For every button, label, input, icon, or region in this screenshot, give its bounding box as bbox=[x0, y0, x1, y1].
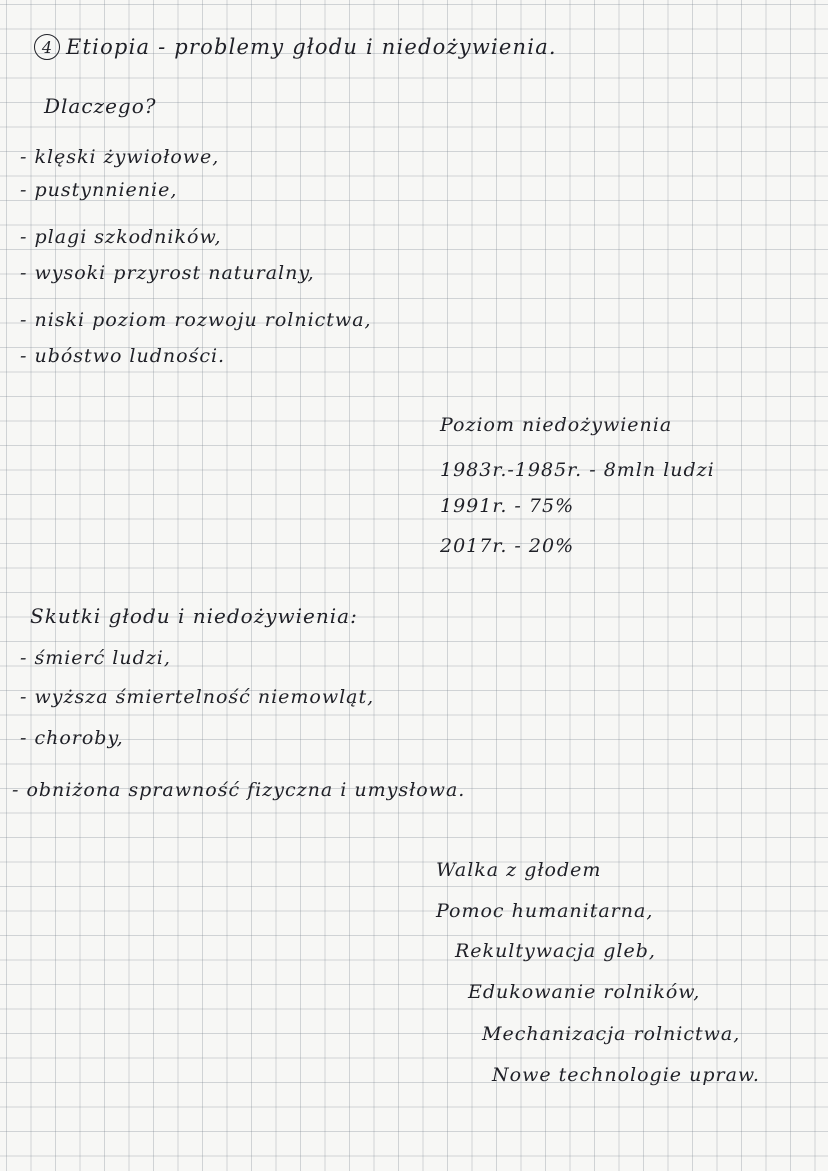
topic-number: 4 bbox=[34, 34, 60, 60]
list-item: - ubóstwo ludności. bbox=[20, 345, 226, 367]
fight-item: Pomoc humanitarna, bbox=[436, 900, 654, 922]
malnutrition-heading: Poziom niedożywienia bbox=[440, 414, 673, 436]
list-item: - niski poziom rozwoju rolnictwa, bbox=[20, 309, 372, 331]
effects-heading: Skutki głodu i niedożywienia: bbox=[30, 604, 358, 628]
list-item: - klęski żywiołowe, bbox=[20, 146, 220, 168]
list-item: - obniżona sprawność fizyczna i umysłowa. bbox=[12, 779, 466, 801]
fight-item: Nowe technologie upraw. bbox=[492, 1064, 760, 1086]
list-item: - wyższa śmiertelność niemowląt, bbox=[20, 686, 375, 708]
list-item: - pustynnienie, bbox=[20, 179, 178, 201]
fight-heading: Walka z głodem bbox=[436, 859, 602, 881]
malnutrition-row: 2017r. - 20% bbox=[440, 535, 575, 557]
fight-item: Edukowanie rolników, bbox=[468, 981, 701, 1003]
page-title bbox=[34, 34, 557, 60]
list-item: - plagi szkodników, bbox=[20, 226, 222, 248]
list-item: - wysoki przyrost naturalny, bbox=[20, 262, 315, 284]
fight-item: Rekultywacja gleb, bbox=[455, 940, 656, 962]
list-item: - choroby, bbox=[20, 727, 124, 749]
malnutrition-row: 1991r. - 75% bbox=[440, 495, 575, 517]
causes-heading: Dlaczego? bbox=[44, 94, 157, 118]
list-item: - śmierć ludzi, bbox=[20, 647, 171, 669]
fight-item: Mechanizacja rolnictwa, bbox=[482, 1023, 741, 1045]
title-text: Etiopia - problemy głodu i niedożywienia. bbox=[66, 35, 557, 59]
malnutrition-row: 1983r.-1985r. - 8mln ludzi bbox=[440, 459, 715, 481]
